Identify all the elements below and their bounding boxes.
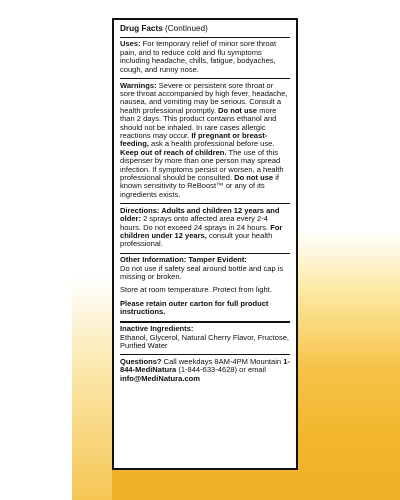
other-information-label: Other Information: Tamper Evident: — [120, 255, 247, 265]
directions-section — [120, 204, 290, 254]
retain-carton-text: Please retain outer carton for full product instructions. — [120, 298, 269, 317]
warnings-section — [120, 79, 290, 204]
warnings-label: Warnings: — [120, 80, 157, 90]
directions-label: Directions: Adults and children 12 years and older: — [120, 205, 280, 224]
drug-facts-header — [120, 22, 290, 38]
uses-label: Uses: — [120, 39, 141, 49]
uses-text: Uses: For temporary relief of minor sore throat pain, and to reduce cold and flu symptoms including headache, chills, fatigue, bodyaches, cough, and runny nose. — [120, 39, 277, 74]
questions-label: Questions? — [120, 356, 162, 366]
questions-text: Questions? Call weekdays 8AM-4PM Mountain 1-844-MediNatura (1-844-633-4628) or email info@MediNatura.com — [120, 356, 290, 383]
other-information-section — [120, 254, 290, 323]
tamper-evident-text: Do not use if safety seal around bottle and cap is missing or broken. — [120, 263, 284, 282]
questions-section — [120, 355, 290, 387]
warnings-text: Warnings: Severe or persistent sore throat or sore throat accompanied by high fever, headache, nausea, and vomiting may be serious. Consult a health professional promptly. Do not use more than 2 days. This product contains ethanol and should not be inhaled. In rare cases allergic reactions may occur. If pregnant or breast-feeding, ask a health professional before use. Keep out of reach of children. The use of this dispenser by more than one person may spread infection. If symptoms persist or worsen, a health professional should be consulted. Do not use if known sensitivity to ReBoost™ or any of its ingredients exists. — [120, 80, 288, 199]
directions-text: Directions: Adults and children 12 years and older: 2 sprays onto affected area every 2-4 hours. Do not exceed 24 sprays in 24 hours. For children under 12 years, consult your health professional. — [120, 205, 283, 249]
inactive-ingredients-label: Inactive Ingredients: — [120, 324, 194, 334]
drug-facts-panel — [112, 18, 298, 470]
phone-number: 1-844-MediNatura — [120, 356, 290, 375]
storage-text: Store at room temperature. Protect from light. — [120, 285, 272, 295]
continued-label: (Continued) — [165, 23, 208, 33]
drug-facts-title: Drug Facts (Continued) — [120, 23, 208, 33]
uses-section — [120, 38, 290, 79]
inactive-ingredients-text: Ethanol, Glycerol, Natural Cherry Flavor, Fructose, Purified Water — [120, 332, 290, 350]
inactive-ingredients-section — [120, 323, 290, 356]
email-address: info@MediNatura.com — [120, 373, 200, 383]
packaging-side-fade — [72, 0, 112, 500]
